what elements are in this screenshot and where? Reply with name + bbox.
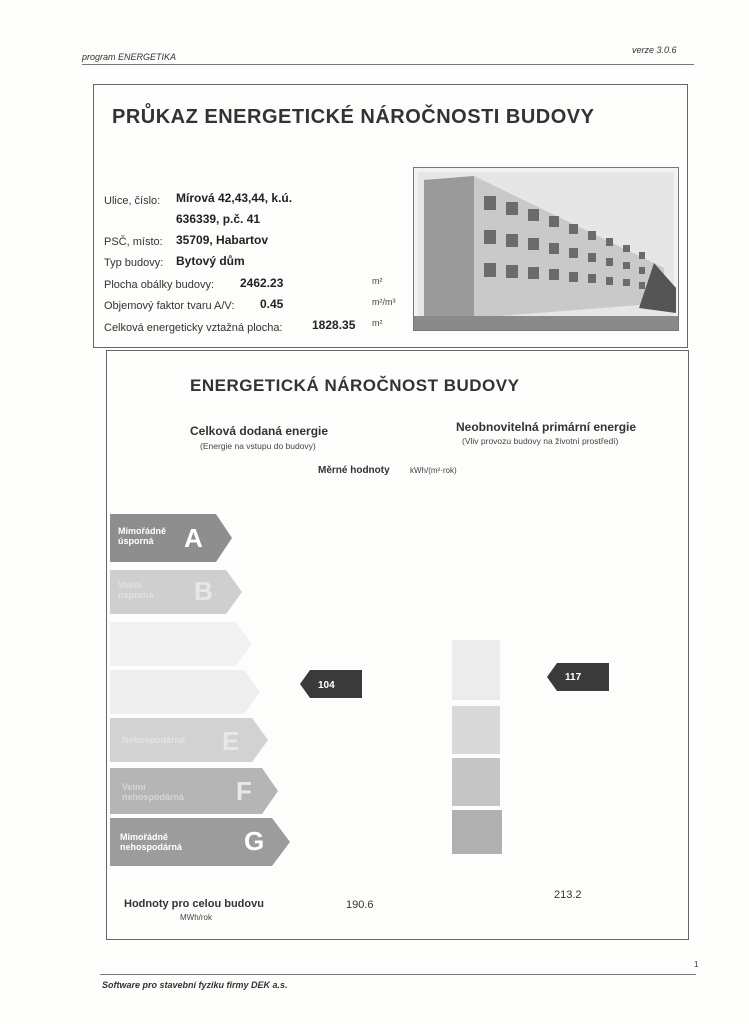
street-label: Ulice, číslo: [104, 195, 161, 207]
envelope-unit: m² [372, 276, 383, 286]
page-number: 1 [694, 960, 699, 969]
primary-bar-e [452, 706, 500, 754]
footer-rule [100, 974, 696, 975]
primary-energy-bars [452, 640, 506, 860]
certificate-title: PRŮKAZ ENERGETICKÉ NÁROČNOSTI BUDOVY [112, 106, 595, 128]
primary-marker-value: 117 [565, 672, 582, 683]
envelope-label: Plocha obálky budovy: [104, 279, 215, 291]
energy-title: ENERGETICKÁ NÁROČNOST BUDOVY [190, 376, 520, 395]
class-g-letter: G [244, 826, 265, 856]
delivered-energy-title: Celková dodaná energie [190, 424, 329, 438]
total-delivered-value: 190.6 [346, 899, 374, 911]
primary-bar-d [452, 640, 500, 700]
total-values-unit: MWh/rok [180, 913, 212, 922]
street-value: Mírová 42,43,44, k.ú. [176, 191, 293, 205]
primary-energy-title: Neobnovitelná primární energie [456, 420, 637, 434]
primary-energy-subtitle: (Vliv provozu budovy na životní prostředí) [462, 436, 619, 446]
primary-bar-g [452, 810, 502, 854]
program-name: program ENERGETIKA [82, 52, 177, 62]
shape-factor-value: 0.45 [260, 297, 284, 311]
class-b-letter: B [194, 576, 213, 606]
total-values-label: Hodnoty pro celou budovu [124, 898, 264, 910]
class-a-label: Mimořádně úsporná [118, 526, 167, 546]
street-value-2: 636339, p.č. 41 [176, 212, 261, 226]
header-rule [82, 64, 694, 65]
shape-factor-unit: m²/m³ [372, 297, 396, 307]
class-b-label: Velmi úsporná [118, 580, 154, 600]
building-photo [413, 167, 679, 331]
reference-area-label: Celková energeticky vztažná plocha: [104, 322, 283, 334]
reference-area-value: 1828.35 [312, 318, 356, 332]
class-f-letter: F [236, 776, 252, 806]
city-label: PSČ, místo: [104, 236, 163, 248]
city-value: 35709, Habartov [176, 233, 269, 247]
specific-values-unit: kWh/(m²·rok) [410, 466, 457, 475]
delivered-energy-subtitle: (Energie na vstupu do budovy) [200, 441, 316, 451]
class-e-label: Nehospodárná [122, 735, 186, 745]
shape-factor-label: Objemový faktor tvaru A/V: [104, 300, 235, 312]
class-d-arrow [110, 670, 260, 714]
primary-bar-f [452, 758, 500, 806]
version-label: verze 3.0.6 [632, 45, 677, 55]
class-f-label: Velmi nehospodárná [122, 782, 185, 802]
class-e-letter: E [222, 726, 240, 756]
type-value: Bytový dům [176, 254, 245, 268]
type-label: Typ budovy: [104, 257, 164, 269]
reference-area-unit: m² [372, 318, 383, 328]
specific-values-label: Měrné hodnoty [318, 465, 390, 476]
footer-text: Software pro stavební fyziku firmy DEK a.s. [102, 980, 288, 990]
building-photo-image [414, 168, 678, 330]
energy-class-arrows [110, 510, 300, 870]
class-c-arrow [110, 622, 252, 666]
envelope-value: 2462.23 [240, 276, 284, 290]
class-a-letter: A [184, 523, 203, 553]
delivered-marker-value: 104 [318, 680, 335, 691]
total-primary-value: 213.2 [554, 889, 582, 901]
class-g-label: Mimořádně nehospodárná [120, 832, 183, 852]
